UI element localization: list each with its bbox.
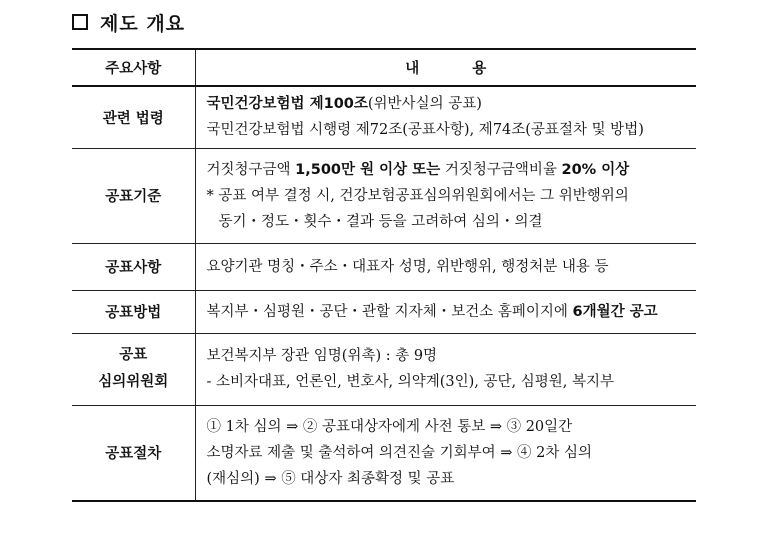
text-line: 거짓청구금액 1,500만 원 이상 또는 거짓청구금액비율 20% 이상	[206, 161, 630, 178]
table-row	[72, 243, 696, 290]
text-line: 국민건강보험법 제100조(위반사실의 공표)	[206, 96, 482, 113]
row-value-laws	[195, 86, 696, 148]
table-row	[72, 405, 696, 501]
row-value-items	[195, 243, 696, 290]
text-line: 소명자료 제출 및 출석하여 의견진술 기회부여 ⇒ ④ 2차 심의	[206, 444, 593, 461]
section-heading	[72, 8, 185, 36]
table-row	[72, 148, 696, 243]
header-value: 내 용	[195, 49, 696, 86]
row-value-method	[195, 290, 696, 333]
row-key-committee: 공표 심의위원회	[72, 333, 195, 405]
text-line: 국민건강보험법 시행령 제72조(공표사항), 제74조(공표절차 및 방법)	[206, 122, 644, 139]
text-line: * 공표 여부 결정 시, 건강보험공표심의위원회에서는 그 위반행위의	[206, 187, 629, 204]
table-row	[72, 86, 696, 148]
text-line: 복지부・심평원・공단・관할 지자체・보건소 홈페이지에 6개월간 공고	[206, 303, 658, 320]
row-key-procedure: 공표절차	[72, 405, 195, 501]
overview-table	[72, 48, 696, 502]
table-row	[72, 333, 696, 405]
table-header-row	[72, 49, 696, 86]
row-key-criteria: 공표기준	[72, 148, 195, 243]
table-row	[72, 290, 696, 333]
row-key-items: 공표사항	[72, 243, 195, 290]
row-value-committee	[195, 333, 696, 405]
text-line: - 소비자대표, 언론인, 변호사, 의약계(3인), 공단, 심평원, 복지부	[206, 374, 615, 390]
text-line: 보건복지부 장관 임명(위촉) : 총 9명	[206, 348, 438, 364]
row-key-method: 공표방법	[72, 290, 195, 333]
text-line: (재심의) ⇒ ⑤ 대상자 최종확정 및 공표	[206, 470, 455, 487]
row-key-laws: 관련 법령	[72, 86, 195, 148]
text-line: 동기・정도・횟수・결과 등을 고려하여 심의・의결	[218, 213, 543, 230]
checkbox-square-icon	[72, 14, 88, 30]
row-value-criteria	[195, 148, 696, 243]
row-value-procedure	[195, 405, 696, 501]
header-key: 주요사항	[72, 49, 195, 86]
section-title: 제도 개요	[100, 12, 186, 35]
text-line: 요양기관 명칭・주소・대표자 성명, 위반행위, 행정처분 내용 등	[206, 258, 609, 275]
text-line: ① 1차 심의 ⇒ ② 공표대상자에게 사전 통보 ⇒ ③ 20일간	[206, 418, 573, 435]
